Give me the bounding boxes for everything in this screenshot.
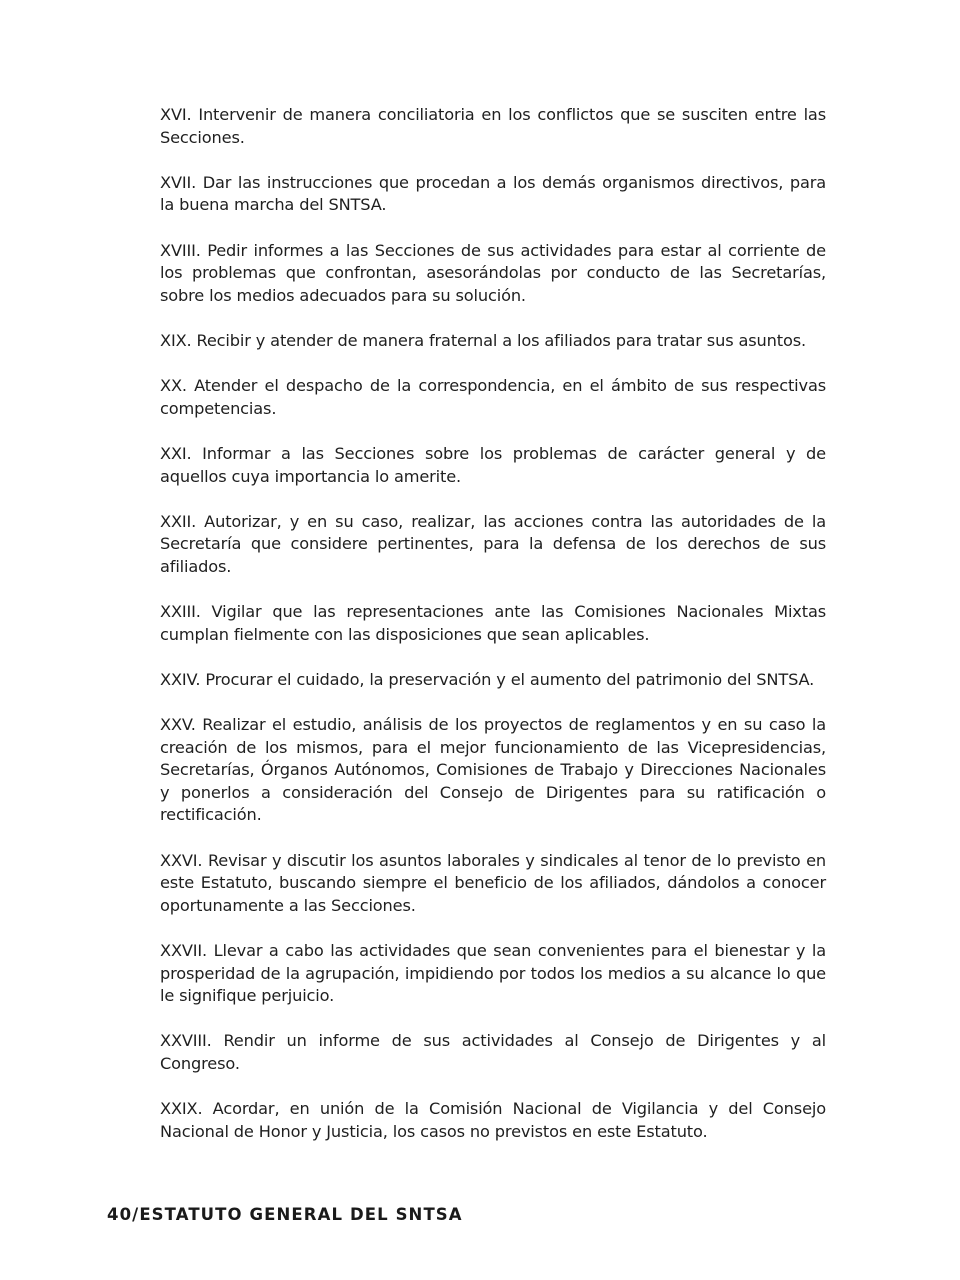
- paragraph-xxvii: XXVII. Llevar a cabo las actividades que sean convenientes para el bienestar y la prosperidad de la agrupación, impidiendo por todos los medios a su alcance lo que le signifique perjuicio.: [160, 940, 826, 1006]
- footer-separator: /: [132, 1205, 140, 1224]
- paragraph-xvii: XVII. Dar las instrucciones que procedan a los demás organismos directivos, para la buena marcha del SNTSA.: [160, 172, 826, 215]
- paragraph-xix: XIX. Recibir y atender de manera fraternal a los afiliados para tratar sus asuntos.: [160, 330, 806, 350]
- paragraph-xxiii: XXIII. Vigilar que las representaciones ante las Comisiones Nacionales Mixtas cumplan fielmente con las disposiciones que sean aplicables.: [160, 602, 826, 644]
- paragraph-xviii: XVIII. Pedir informes a las Secciones de sus actividades para estar al corriente de los problemas que confrontan, asesorándolas por conducto de las Secretarías, sobre los medios adecuados para su solución.: [160, 240, 826, 305]
- paragraph-xxiv: XXIV. Procurar el cuidado, la preservación y el aumento del patrimonio del SNTSA.: [160, 669, 815, 689]
- paragraph-xvi: XVI. Intervenir de manera conciliatoria en los conflictos que se susciten entre las Secciones.: [160, 105, 826, 147]
- paragraph-xx: XX. Atender el despacho de la correspondencia, en el ámbito de sus respectivas competencias.: [160, 376, 826, 418]
- document-body: [160, 104, 826, 1166]
- page-number: 40: [107, 1205, 133, 1224]
- footer-title: ESTATUTO GENERAL DEL SNTSA: [139, 1205, 463, 1224]
- page-footer: [107, 1205, 463, 1224]
- paragraph-xxix: XXIX. Acordar, en unión de la Comisión Nacional de Vigilancia y del Consejo Nacional de Honor y Justicia, los casos no previstos en este Estatuto.: [160, 1099, 826, 1141]
- paragraph-xxv: XXV. Realizar el estudio, análisis de los proyectos de reglamentos y en su caso la creación de los mismos, para el mejor funcionamiento de las Vicepresidencias, Secretarías, Órganos Autónomos, Comisiones de Trabajo y Direcciones Nacionales y ponerlos a consideración del Consejo de Dirigentes para su ratificación o rectificación.: [160, 715, 826, 825]
- paragraph-xxviii: XXVIII. Rendir un informe de sus actividades al Consejo de Dirigentes y al Congreso.: [160, 1031, 826, 1073]
- paragraph-xxi: XXI. Informar a las Secciones sobre los problemas de carácter general y de aquellos cuya importancia lo amerite.: [160, 443, 826, 486]
- paragraph-xxvi: XXVI. Revisar y discutir los asuntos laborales y sindicales al tenor de lo previsto en este Estatuto, buscando siempre el beneficio de los afiliados, dándolos a conocer oportunamente a las Secciones.: [160, 850, 826, 915]
- paragraph-xxii: XXII. Autorizar, y en su caso, realizar, las acciones contra las autoridades de la Secretaría que considere pertinentes, para la defensa de los derechos de sus afiliados.: [160, 511, 826, 576]
